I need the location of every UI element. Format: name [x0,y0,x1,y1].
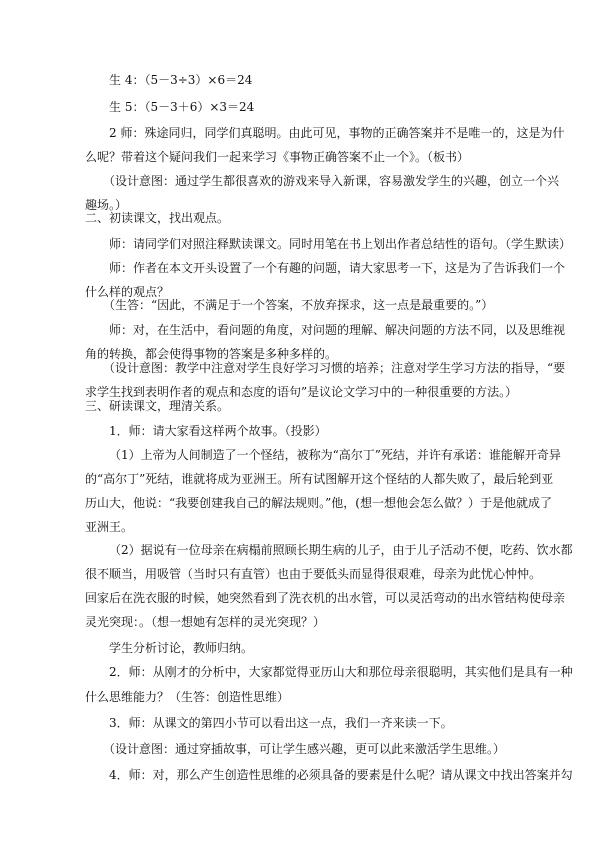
paragraph-line: 么呢？带着这个疑问我们一起来学习《事物正确答案不止一个》。（板书） [85,150,470,164]
design-intent-note: （设计意图：通过学生都很喜欢的游戏来导入新课，容易激发学生的兴趣，创立一个兴 [103,174,560,188]
paragraph-line: 趣场。） [85,198,128,212]
design-intent-note: （设计意图：通过穿插故事，可让学生感兴趣，更可以此来激活学生思维。） [103,742,506,756]
paragraph-line: 3．师：从课文的第四小节可以看出这一点，我们一齐来读一下。 [109,716,453,730]
paragraph-line: 什么样的观点？ [85,285,170,299]
story-paragraph-1: （1）上帝为人间制造了一个怪结，被称为“高尔丁”死结，并许有承诺：谁能解开奇异 [109,448,561,462]
paragraph-line: 历山大，他说：“我要创建我自己的解法规则。”他，(想一想他会怎么做？）于是他就成了 [85,496,552,510]
paragraph-line: 师：请同学们对照注释默读课文。同时用笔在书上划出作者总结性的语句。（学生默读） [109,237,572,251]
paragraph-line: 什么思维能力？（生答：创造性思维） [85,690,290,704]
paragraph-line: 4．师：对，那么产生创造性思维的必须具备的要素是什么呢？请从课文中找出答案并勾 [109,768,573,782]
paragraph-line: 2 师：殊途同归，同学们真聪明。由此可见，事物的正确答案并不是唯一的，这是为什 [109,126,565,140]
paragraph-line: 师：对，在生活中，看问题的角度，对问题的理解、解决问题的方法不同，以及思维视 [109,323,566,337]
student-answer-4: 生 4：（5－3÷3）×6＝24 [109,73,253,87]
paragraph-line: 角的转换，都会使得事物的答案是多种多样的。 [85,347,338,361]
student-answer-note: （生答：“因此，不满足于一个答案，不放弃探求，这一点是最重要的。”） [103,298,494,312]
paragraph-line: 师：作者在本文开头设置了一个有趣的问题，请大家思考一下，这是为了告诉我们一个 [109,261,566,275]
paragraph-line: 求学生找到表明作者的观点和态度的语句”是议论文学习中的一种很重要的方法。） [85,385,518,399]
paragraph-line: 亚洲王。 [85,520,134,534]
section-heading-3: 三、研读课文，理清关系。 [85,399,230,413]
paragraph-line: 很不顺当，用吸管（当时只有直管）也由于要低头而显得很艰难，母亲为此忧心忡忡。 [85,567,542,581]
student-answer-5: 生 5：（5－3＋6）×3＝24 [109,100,255,114]
section-heading-2: 二、初读课文，找出观点。 [85,211,230,225]
paragraph-line: 2．师：从刚才的分析中，大家都觉得亚历山大和那位母亲很聪明，其实他们是具有一种 [109,665,573,679]
paragraph-line: 1．师：请大家看这样两个故事。（投影） [109,424,327,438]
paragraph-line: 的“高尔丁”死结，谁就将成为亚洲王。所有试图解开这个怪结的人都失败了，最后轮到亚 [85,472,554,486]
paragraph-line: 回家后在洗衣服的时候，她突然看到了洗衣机的出水管，可以灵活弯动的出水管结构使母亲 [85,591,566,605]
paragraph-line: 灵光突现：。（想一想她有怎样的灵光突现？） [85,615,326,629]
paragraph-line: 学生分析讨论，教师归纳。 [109,641,254,655]
story-paragraph-2: （2）据说有一位母亲在病榻前照顾长期生病的儿子，由于儿子活动不便，吃药、饮水都 [109,543,573,557]
design-intent-note: （设计意图：教学中注意对学生良好学习习惯的培养；注意对学生学习方法的指导，“要 [103,361,566,375]
